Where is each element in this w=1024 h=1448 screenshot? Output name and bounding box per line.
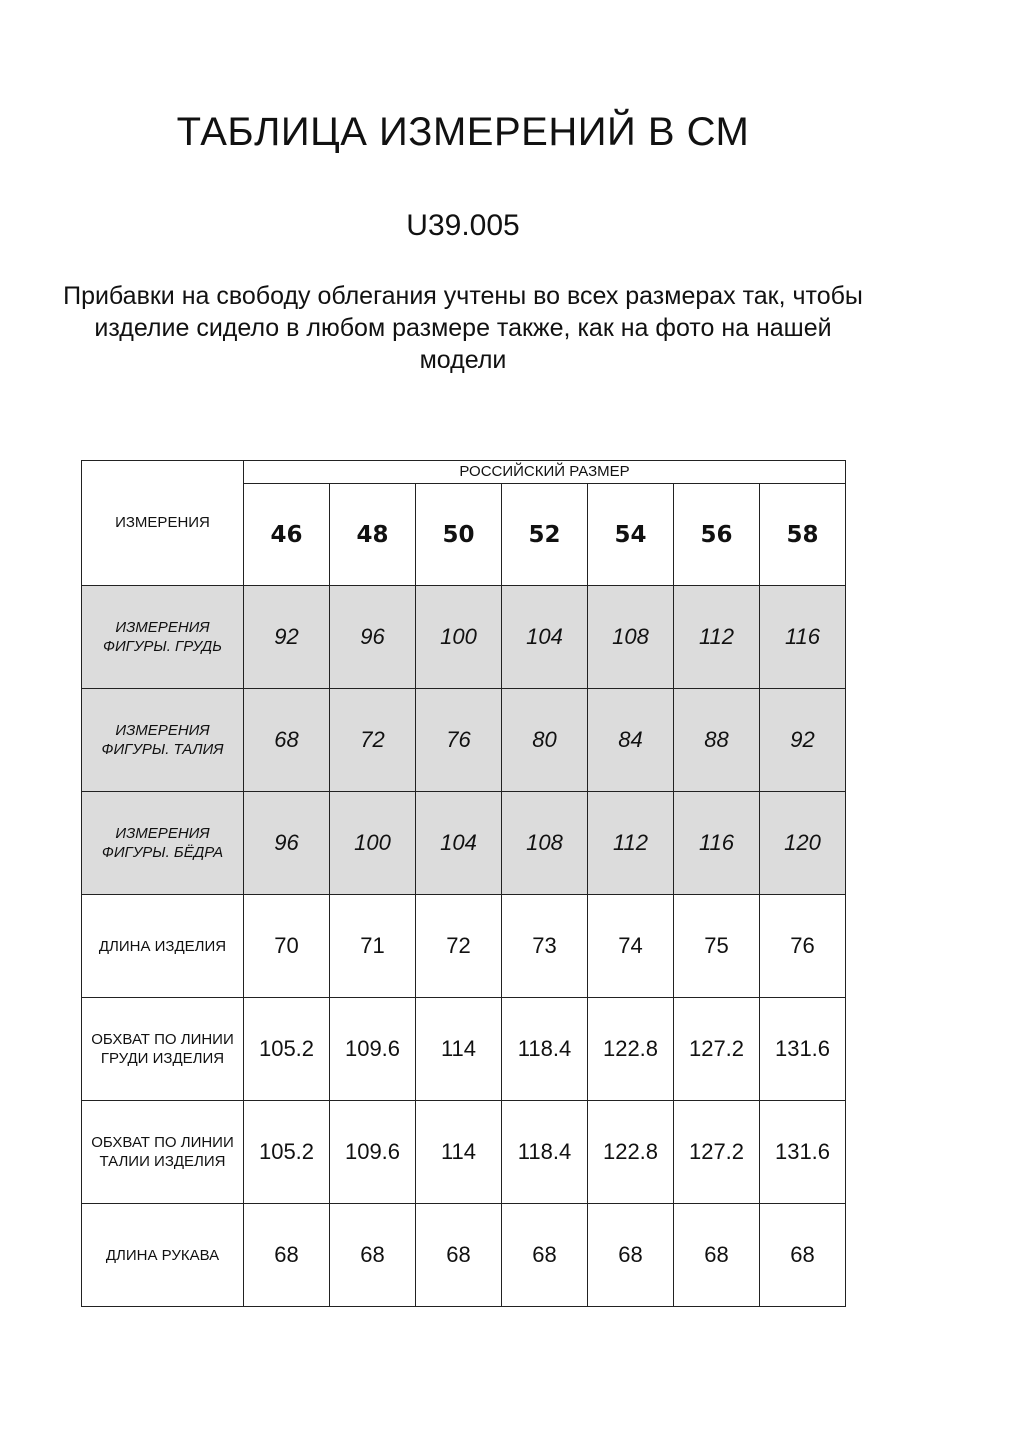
table-cell: 118.4 — [502, 998, 588, 1101]
row-label: ИЗМЕРЕНИЯ ФИГУРЫ. БЁДРА — [82, 792, 244, 895]
size-header-cell: 46 — [244, 484, 330, 586]
table-cell: 112 — [674, 586, 760, 689]
row-label: ОБХВАТ ПО ЛИНИИ ТАЛИИ ИЗДЕЛИЯ — [82, 1101, 244, 1204]
fit-note: Прибавки на свободу облегания учтены во всех размерах так, чтобы изделие сидело в любом размере также, как на фото на нашей модели — [63, 282, 863, 374]
table-cell: 72 — [416, 895, 502, 998]
table-cell: 104 — [416, 792, 502, 895]
table-cell: 73 — [502, 895, 588, 998]
table-row-chest — [82, 586, 846, 689]
table-row-sleeve-length — [82, 1204, 846, 1307]
table-cell: 88 — [674, 689, 760, 792]
size-header-cell: 56 — [674, 484, 760, 586]
table-cell: 72 — [330, 689, 416, 792]
table-cell: 114 — [416, 1101, 502, 1204]
table-cell: 116 — [674, 792, 760, 895]
size-header-cell: 52 — [502, 484, 588, 586]
table-cell: 71 — [330, 895, 416, 998]
table-cell: 100 — [330, 792, 416, 895]
table-cell: 76 — [416, 689, 502, 792]
table-cell: 105.2 — [244, 1101, 330, 1204]
table-cell: 68 — [330, 1204, 416, 1307]
table-cell: 80 — [502, 689, 588, 792]
table-cell: 96 — [244, 792, 330, 895]
size-header-cell: 50 — [416, 484, 502, 586]
table-cell: 68 — [416, 1204, 502, 1307]
table-cell: 131.6 — [760, 998, 846, 1101]
table-cell: 100 — [416, 586, 502, 689]
row-label: ИЗМЕРЕНИЯ ФИГУРЫ. ТАЛИЯ — [82, 689, 244, 792]
table-cell: 74 — [588, 895, 674, 998]
table-row-waist — [82, 689, 846, 792]
table-cell: 75 — [674, 895, 760, 998]
table-cell: 112 — [588, 792, 674, 895]
table-cell: 92 — [244, 586, 330, 689]
table-cell: 76 — [760, 895, 846, 998]
table-row-garment-waist — [82, 1101, 846, 1204]
size-header-cell: 58 — [760, 484, 846, 586]
row-label: ДЛИНА ИЗДЕЛИЯ — [82, 895, 244, 998]
table-cell: 114 — [416, 998, 502, 1101]
row-label: ОБХВАТ ПО ЛИНИИ ГРУДИ ИЗДЕЛИЯ — [82, 998, 244, 1101]
row-label: ДЛИНА РУКАВА — [82, 1204, 244, 1307]
table-header-row — [82, 461, 846, 484]
table-cell: 105.2 — [244, 998, 330, 1101]
size-table — [81, 460, 846, 1307]
table-cell: 122.8 — [588, 1101, 674, 1204]
table-cell: 68 — [760, 1204, 846, 1307]
table-cell: 68 — [588, 1204, 674, 1307]
size-header-cell: 48 — [330, 484, 416, 586]
page-title: ТАБЛИЦА ИЗМЕРЕНИЙ В СМ — [176, 110, 750, 154]
table-cell: 108 — [502, 792, 588, 895]
table-cell: 120 — [760, 792, 846, 895]
table-cell: 84 — [588, 689, 674, 792]
table-row-garment-length — [82, 895, 846, 998]
table-cell: 118.4 — [502, 1101, 588, 1204]
table-cell: 68 — [674, 1204, 760, 1307]
table-cell: 108 — [588, 586, 674, 689]
table-row-hips — [82, 792, 846, 895]
russian-size-header: РОССИЙСКИЙ РАЗМЕР — [244, 461, 846, 484]
size-header-cell: 54 — [588, 484, 674, 586]
table-cell: 104 — [502, 586, 588, 689]
table-row-garment-chest — [82, 998, 846, 1101]
table-cell: 109.6 — [330, 1101, 416, 1204]
table-cell: 127.2 — [674, 1101, 760, 1204]
table-cell: 122.8 — [588, 998, 674, 1101]
table-cell: 70 — [244, 895, 330, 998]
article-code: U39.005 — [406, 209, 520, 242]
table-cell: 68 — [244, 1204, 330, 1307]
table-cell: 116 — [760, 586, 846, 689]
table-cell: 127.2 — [674, 998, 760, 1101]
table-cell: 68 — [244, 689, 330, 792]
table-cell: 96 — [330, 586, 416, 689]
measurements-header: ИЗМЕРЕНИЯ — [82, 461, 244, 586]
table-cell: 92 — [760, 689, 846, 792]
table-cell: 109.6 — [330, 998, 416, 1101]
table-cell: 68 — [502, 1204, 588, 1307]
row-label: ИЗМЕРЕНИЯ ФИГУРЫ. ГРУДЬ — [82, 586, 244, 689]
table-cell: 131.6 — [760, 1101, 846, 1204]
